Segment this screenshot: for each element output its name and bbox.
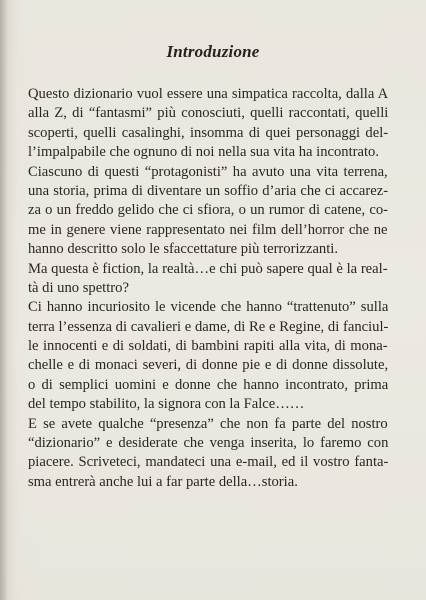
- text-line: chelle e di monaci severi, di donne pie e di donne dissolute,: [28, 357, 389, 374]
- text-line: tà di uno spettro?: [28, 279, 129, 296]
- text-line: “dizionario” e desiderate che venga inserita, lo faremo con: [28, 435, 389, 452]
- text-line: za o un freddo gelido che ci sfiora, o un rumor di catene, co-: [28, 202, 388, 219]
- text-line: Ma questa è fiction, la realtà…e chi può sapere qual è la real-: [28, 260, 388, 277]
- text-line: terra l’essenza di cavalieri e dame, di Re e Regine, di fanciul-: [28, 318, 389, 335]
- text-line: o di semplici uomini e donne che hanno incontrato, prima: [28, 376, 389, 393]
- text-line: del tempo stabilito, la signora con la Falce……: [28, 396, 305, 413]
- text-line: Questo dizionario vuol essere una simpatica raccolta, dalla A: [28, 86, 389, 102]
- text-line: Ci hanno incuriosito le vicende che hanno “trattenuto” sulla: [28, 299, 389, 316]
- text-line: alla Z, di “fantasmi” più conosciuti, quelli raccontati, quelli: [28, 105, 389, 122]
- text-line: me in genere viene rappresentato nei film dell’horror che ne: [28, 221, 388, 238]
- page-title: Introduzione: [166, 42, 260, 61]
- text-line: le innocenti e di soldati, di bambini rapiti alla vita, di mona-: [28, 338, 388, 355]
- text-line: una storia, prima di diventare un soffio d’aria che ci accarez-: [28, 182, 389, 199]
- text-line: piacere. Scriveteci, mandateci una e-mail, ed il vostro fanta-: [28, 454, 389, 471]
- text-line: hanno descritto solo le sfaccettature più terrorizzanti.: [28, 241, 338, 258]
- text-line: E se avete qualche “presenza” che non fa parte del nostro: [28, 415, 388, 432]
- text-line: sma entrerà anche lui a far parte della…storia.: [28, 473, 298, 490]
- page-gutter-shadow: [0, 0, 8, 600]
- text-line: l’impalpabile che ognuno di noi nella sua vita ha incontrato.: [28, 144, 379, 161]
- body-text: [28, 85, 388, 492]
- text-line: Ciascuno di questi “protagonisti” ha avuto una vita terrena,: [28, 163, 388, 180]
- text-line: scoperti, quelli casalinghi, insomma di quei personaggi del-: [28, 124, 389, 141]
